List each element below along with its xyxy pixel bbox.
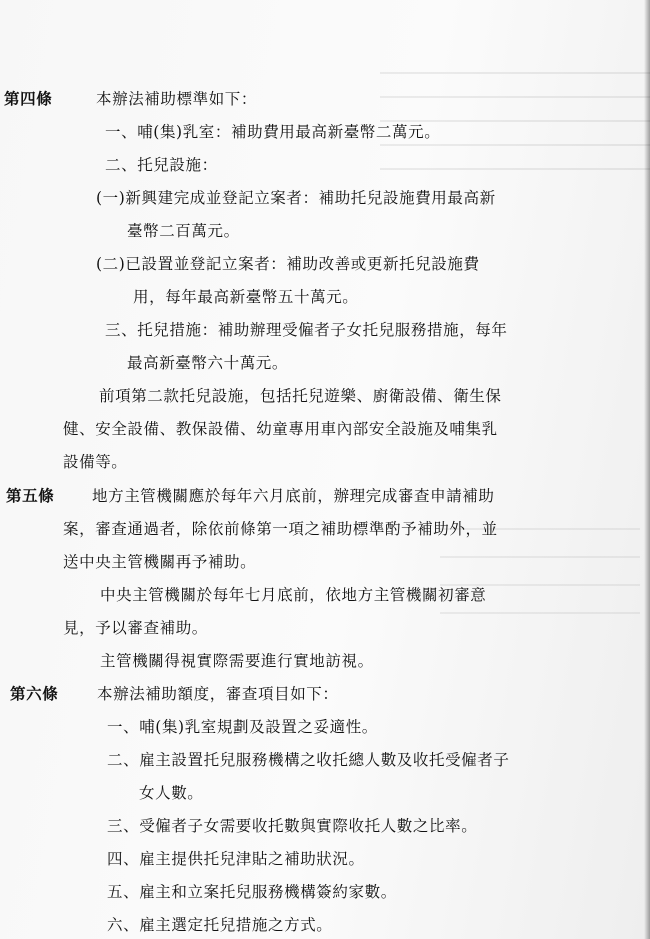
article-line: 地方主管機關應於每年六月底前，辦理完成審查申請補助 <box>92 487 495 505</box>
article-line: 四、雇主提供托兒津貼之補助狀況。 <box>107 850 365 868</box>
article-line: 中央主管機關於每年七月底前，依地方主管機關初審意 <box>100 586 487 604</box>
article-line: 女人數。 <box>139 784 204 802</box>
article-line: 三、受僱者子女需要收托數與實際收托人數之比率。 <box>107 817 478 835</box>
article-line: 送中央主管機關再予補助。 <box>63 553 257 571</box>
article-line: 案，審查通過者，除依前條第一項之補助標準酌予補助外，並 <box>63 520 498 538</box>
article-line: 最高新臺幣六十萬元。 <box>127 354 289 372</box>
article-line: 臺幣二百萬元。 <box>127 222 240 240</box>
article-line: 本辦法補助標準如下： <box>96 90 258 108</box>
article-line: 三、托兒措施：補助辦理受僱者子女托兒服務措施，每年 <box>105 321 508 339</box>
article-line: 二、托兒設施： <box>105 156 218 174</box>
article-line: 一、哺(集)乳室規劃及設置之妥適性。 <box>107 718 378 736</box>
article-line: (一)新興建完成並登記立案者：補助托兒設施費用最高新 <box>96 189 496 207</box>
article-line: 前項第二款托兒設施，包括托兒遊樂、廚衛設備、衛生保 <box>99 387 502 405</box>
article-line: 健、安全設備、教保設備、幼童專用車內部安全設施及哺集乳 <box>63 420 498 438</box>
article-line: 一、哺(集)乳室：補助費用最高新臺幣二萬元。 <box>105 123 441 141</box>
scan-edge-shadow <box>644 0 650 939</box>
article-line: 本辦法補助額度，審查項目如下： <box>97 685 339 703</box>
article-title: 第四條 <box>4 89 53 108</box>
article-line: 五、雇主和立案托兒服務機構簽約家數。 <box>107 883 397 901</box>
article-line: (二)已設置並登記立案者：補助改善或更新托兒設施費 <box>96 255 480 273</box>
article-line: 六、雇主選定托兒措施之方式。 <box>107 916 333 934</box>
article-title: 第六條 <box>10 684 59 703</box>
article-line: 設備等。 <box>63 453 128 471</box>
article-line: 見，予以審查補助。 <box>63 619 208 637</box>
article-line: 用，每年最高新臺幣五十萬元。 <box>133 288 359 306</box>
article-line: 二、雇主設置托兒服務機構之收托總人數及收托受僱者子 <box>107 751 510 769</box>
article-line: 主管機關得視實際需要進行實地訪視。 <box>100 652 374 670</box>
article-title: 第五條 <box>6 486 55 505</box>
